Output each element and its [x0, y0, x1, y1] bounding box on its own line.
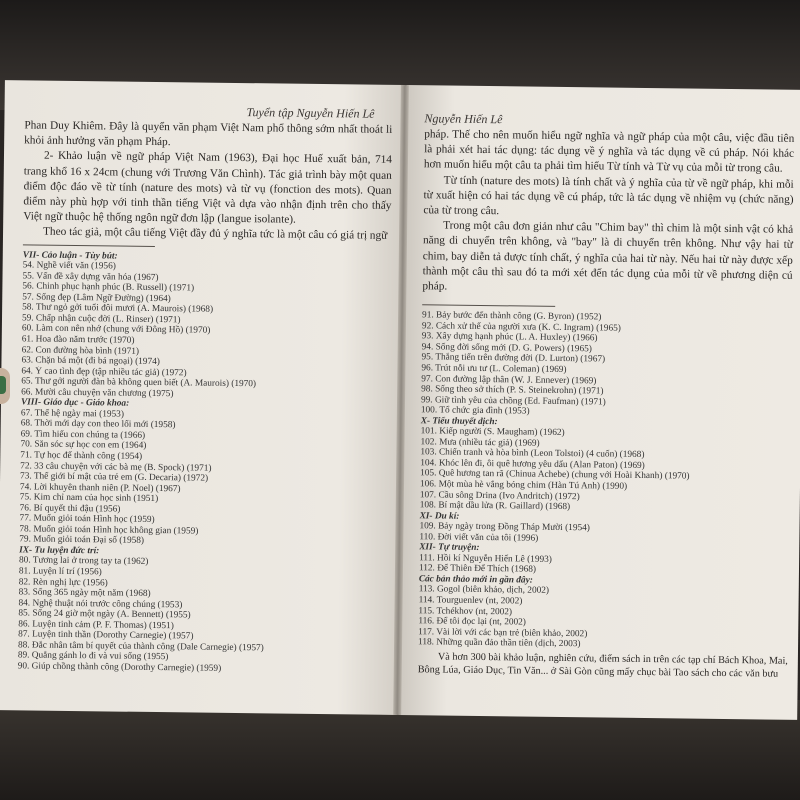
- list-item: 82. Rèn nghị lực (1956): [18, 576, 108, 589]
- list-item: 87. Luyện tinh thần (Dorothy Carnegie) (1957): [18, 629, 194, 642]
- list-item: 70. Săn sóc sự học con em (1964): [20, 439, 147, 452]
- list-item: 100. Tổ chức gia đình (1953): [420, 405, 530, 417]
- list-item: 56. Chinh phục hạnh phúc (B. Russell) (1971): [22, 281, 195, 294]
- list-item: 117. Vài lời với các bạn trẻ (biên khảo, 2002): [418, 626, 588, 639]
- list-item: 63. Chặn bá một (đi bá ngoại) (1974): [21, 355, 160, 368]
- list-item: 107. Cầu sông Drina (Ivo Andritch) (1972): [419, 489, 580, 502]
- list-item: 54. Nghề viết văn (1956): [22, 260, 116, 272]
- list-item: 96. Trút nỗi ưu tư (L. Coleman) (1969): [421, 363, 567, 375]
- left-paragraph-3: Theo tác giả, một câu tiếng Việt đầy đủ ý nghĩa tức là một câu có giá trị ngữ: [42, 226, 388, 243]
- list-item: 58. Thư ngỏ gởi tuổi đôi mươi (A. Maurois) (1968): [22, 302, 214, 316]
- left-paragraph-2: 2- Khảo luận về ngữ pháp Việt Nam (1963), Đại học Huế xuất bản, 714 trang khổ 16 x 24cm (chung với Trương Văn Chình). Tác giả trình bày một quan điểm độc đáo về từ tính (nature des mots) và từ vụ (fonction des mots). Quan điểm này phù hợp với tinh thần tiếng Việt và dựa vào nhận định trên cho thấy Việt ngữ thuộc hệ thống ngôn ngữ đơn lập (langue isolante).: [23, 150, 393, 226]
- list-item: 83. Sống 365 ngày một năm (1968): [18, 587, 151, 600]
- list-item: 85. Sống 24 giờ một ngày (A. Bennett) (1955): [18, 608, 191, 621]
- section-heading: IX- Tu luyện đức trí:: [19, 545, 100, 557]
- right-page: [399, 85, 800, 720]
- section-heading: X- Tiểu thuyết dịch:: [420, 415, 498, 427]
- left-running-head: Tuyển tập Nguyễn Hiến Lê: [246, 105, 375, 121]
- list-item: 88. Đắc nhân tâm bí quyết của thành công (Dale Carnegie) (1957): [17, 640, 264, 654]
- list-item: 91. Bảy bước đến thành công (G. Byron) (1952): [422, 310, 602, 323]
- left-page: [0, 80, 405, 715]
- section-heading: Các bản thảo mới in gần đây:: [418, 574, 533, 586]
- list-item: 68. Thời mới dạy con theo lối mới (1958): [20, 418, 176, 431]
- list-item: 98. Sống theo sở thích (P. S. Steinekrohn) (1971): [421, 384, 604, 397]
- list-item: 109. Bảy ngày trong Đồng Tháp Mười (1954): [419, 521, 590, 534]
- left-divider: [23, 244, 155, 247]
- right-paragraph-2: Từ tính (nature des mots) là tính chất và ý nghĩa của từ về ngữ pháp, khi mỗi từ xuất hiện có hai tác dụng về cú pháp, tức là tác dụng về nhiệm vụ (chức năng) của từ trong câu.: [423, 174, 794, 218]
- list-item: 89. Quẳng gánh lo đi và vui sống (1955): [17, 650, 169, 663]
- list-item: 55. Vấn đề xây dựng văn hóa (1967): [22, 271, 159, 283]
- list-item: 61. Hoa đào năm trước (1970): [21, 334, 135, 346]
- list-item: 92. Cách xử thế của người xưa (K. C. Ingram) (1965): [421, 321, 621, 334]
- list-item: 81. Luyện lí trí (1956): [18, 566, 102, 578]
- list-item: 97. Con đường lập thân (W. J. Ennever) (1969): [421, 373, 597, 386]
- section-heading: XII- Tự truyện:: [419, 542, 480, 554]
- list-item: 67. Thế hệ ngày mai (1953): [20, 408, 125, 420]
- list-item: 99. Giữ tình yêu của chồng (Ed. Faufman) (1971): [420, 394, 606, 408]
- list-item: 59. Chấp nhận cuộc đời (L. Rinser) (1971): [21, 313, 181, 326]
- section-heading: VIII- Giáo dục - Giáo khoa:: [20, 397, 130, 409]
- list-item: 118. Những quần đảo thần tiên (dịch, 2003): [418, 637, 581, 650]
- list-item: 94. Sống đời sống mới (D. G. Powers) (1965): [421, 342, 592, 355]
- green-bead: [0, 376, 6, 394]
- list-item: 111. Hồi kí Nguyễn Hiến Lê (1993): [419, 553, 552, 565]
- right-book-list: [418, 310, 792, 652]
- left-paragraph-1: Phan Duy Khiêm. Đây là quyển văn phạm Việt Nam phổ thông sớm nhất thoát li khỏi ảnh hưởng văn phạm Pháp.: [24, 119, 393, 149]
- list-item: 106. Một mùa hè vắng bóng chim (Hàn Tú Anh) (1990): [419, 479, 628, 492]
- section-heading: VII- Cảo luận - Tùy bút:: [22, 249, 118, 262]
- list-item: 65. Thư gởi người đàn bà không quen biết (A. Maurois) (1970): [21, 376, 257, 390]
- list-item: 79. Muốn giỏi toán Đại số (1958): [19, 534, 145, 547]
- list-item: 112. Để Thiên Để Thích (1968): [418, 563, 537, 576]
- list-item: 104. Khóc lên đi, ôi quê hương yêu dấu (Alan Paton) (1969): [420, 458, 645, 471]
- right-divider: [422, 304, 555, 307]
- list-item: 113. Gogol (biên khảo, dịch, 2002): [418, 584, 550, 597]
- list-item: 73. Thế giới bí mật của trẻ em (G. Decaria) (1972): [20, 471, 209, 484]
- list-item: 90. Giúp chồng thành công (Dorothy Carnegie) (1959): [17, 661, 222, 674]
- list-item: 101. Kiếp người (S. Maugham) (1962): [420, 426, 565, 439]
- list-item: 60. Làm con nên nhớ (chung với Đông Hồ) (1970): [21, 323, 211, 337]
- list-item: 102. Mưa (nhiều tác giả) (1969): [420, 437, 540, 449]
- list-item: 86. Luyện tinh cảm (P. F. Thomas) (1951): [18, 619, 174, 632]
- right-paragraph-1: pháp. Thế cho nên muốn hiểu ngữ nghĩa và ngữ pháp của một câu, việc đầu tiên là phải xét hai tác dụng: tác dụng về ý nghĩa và tác dụng về cú pháp. Nói khác hơn muốn hiểu một câu ta phải tìm hiểu Từ tính và Từ vụ của mỗi từ trong câu.: [423, 128, 795, 176]
- list-item: 57. Sống đẹp (Lâm Ngữ Đường) (1964): [22, 292, 171, 304]
- list-item: 66. Mười câu chuyện văn chương (1975): [21, 387, 174, 399]
- list-item: 93. Xây dựng hạnh phúc (L. A. Huxley) (1966): [421, 331, 598, 344]
- list-item: 110. Đời viết văn của tôi (1996): [419, 531, 539, 544]
- list-item: 69. Tìm hiểu con chúng ta (1966): [20, 429, 146, 441]
- open-book: [0, 80, 800, 720]
- right-paragraph-3: Trong một câu đơn giản như câu "Chim bay" thì chim là một sinh vật có khả năng di chuyển trên không, và "bay" là di chuyển trên không. Như vậy hai từ chim, bay diễn tả được tính chất, ý nghĩa của hai từ này. Nếu hai từ này được xếp thành một câu thì sau đó ta mới xét đến tác dụng của mỗi từ về phương diện cú pháp.: [422, 219, 794, 293]
- list-item: 75. Kim chỉ nam của học sinh (1951): [19, 492, 159, 505]
- list-item: 116. Để tôi đọc lại (nt, 2002): [418, 616, 526, 628]
- right-closing-paragraph: Và hơn 300 bài khảo luận, nghiên cứu, điểm sách in trên các tạp chí Bách Khoa, Mai, Bông Lúa, Giáo Dục, Tin Văn... ở Sài Gòn cũng mấy chục bài Tao sách cho các văn bưu: [417, 651, 788, 680]
- list-item: 76. Bí quyết thi đậu (1956): [19, 503, 121, 515]
- list-item: 84. Nghệ thuật nói trước công chúng (1953): [18, 598, 183, 611]
- list-item: 71. Tự học để thành công (1954): [20, 450, 143, 462]
- left-book-list: [18, 250, 391, 676]
- list-item: 72. 33 câu chuyện với các bà mẹ (B. Spock) (1971): [20, 460, 212, 474]
- list-item: 78. Muốn giỏi toán Hình học không gian (1959): [19, 524, 199, 537]
- section-heading: XI- Du kí:: [419, 510, 460, 522]
- list-item: 62. Con đường hòa bình (1971): [21, 344, 140, 357]
- list-item: 77. Muốn giỏi toán Hình học (1959): [19, 513, 155, 526]
- list-item: 95. Thắng tiến trên đường đời (D. Lurton) (1967): [421, 352, 606, 365]
- list-item: 115. Tchékhov (nt, 2002): [418, 605, 513, 617]
- list-item: 108. Bí mật dầu lửa (R. Gaillard) (1968): [419, 500, 571, 513]
- list-item: 64. Ý cao tình đẹp (tập nhiều tác giả) (1972): [21, 366, 187, 379]
- list-item: 80. Tương lai ở trong tay ta (1962): [18, 555, 149, 568]
- list-item: 74. Lời khuyên thanh niên (P. Noel) (1967): [19, 482, 181, 494]
- list-item: 114. Tourguenlev (nt, 2002): [418, 595, 523, 607]
- list-item: 103. Chiến tranh và hòa bình (Leon Tolstoi) (4 cuốn) (1968): [420, 447, 645, 461]
- list-item: 105. Quê hương tan rã (Chinua Achebe) (chung với Hoài Khanh) (1970): [420, 468, 690, 482]
- right-running-head: Nguyễn Hiến Lê: [424, 111, 503, 127]
